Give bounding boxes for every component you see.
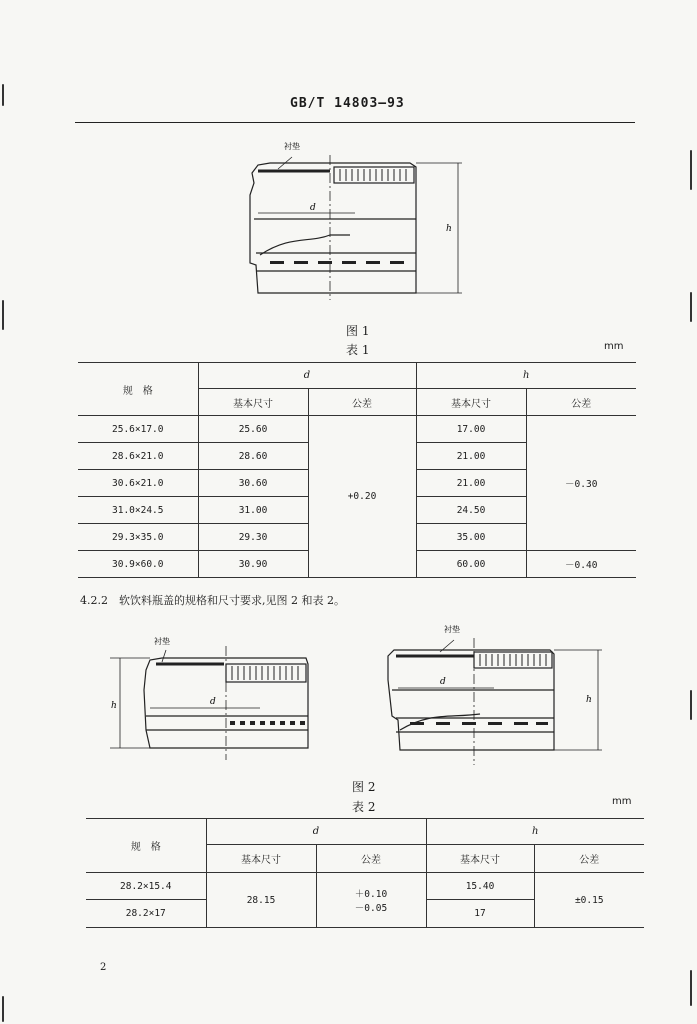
t2-d-tolerance bbox=[316, 873, 426, 928]
scan-mark bbox=[690, 970, 692, 1006]
scan-mark bbox=[2, 84, 4, 106]
fig2-h-label-right: h bbox=[586, 695, 592, 705]
t1-header-h-basic: 基本尺寸 bbox=[416, 389, 526, 416]
t2-header-h-tol: 公差 bbox=[534, 845, 644, 873]
figure-1-drawing bbox=[230, 135, 470, 305]
t1-h: 60.00 bbox=[416, 551, 526, 578]
scan-mark bbox=[690, 150, 692, 190]
t1-spec: 31.0×24.5 bbox=[78, 497, 198, 524]
t1-h: 24.50 bbox=[416, 497, 526, 524]
page-number: 2 bbox=[100, 962, 107, 973]
fig2-liner-label-left: 衬垫 bbox=[154, 637, 170, 646]
table-2-unit: mm bbox=[612, 796, 632, 807]
fig1-d-label: d bbox=[310, 203, 316, 213]
t2-d-tolerance-plus: ＋0.10 bbox=[354, 889, 388, 900]
section-paragraph: 4.2.2 软饮料瓶盖的规格和尺寸要求,见图 2 和表 2。 bbox=[80, 594, 345, 607]
table-1-unit: mm bbox=[604, 341, 624, 352]
t1-header-d-basic: 基本尺寸 bbox=[198, 389, 308, 416]
standard-code: GB/T 14803—93 bbox=[290, 96, 405, 111]
table-1 bbox=[78, 362, 636, 578]
t2-header-d-tol: 公差 bbox=[316, 845, 426, 873]
t1-h: 21.00 bbox=[416, 443, 526, 470]
t1-spec: 30.9×60.0 bbox=[78, 551, 198, 578]
scan-mark bbox=[690, 292, 692, 322]
t2-spec: 28.2×17 bbox=[86, 900, 206, 928]
t1-header-h-tol: 公差 bbox=[526, 389, 636, 416]
fig1-liner-label: 衬垫 bbox=[284, 142, 300, 151]
t1-d: 31.00 bbox=[198, 497, 308, 524]
t2-h: 17 bbox=[426, 900, 534, 928]
scan-mark bbox=[690, 690, 692, 720]
t1-d: 30.60 bbox=[198, 470, 308, 497]
fig2-d-label-left: d bbox=[210, 697, 216, 707]
t1-d: 30.90 bbox=[198, 551, 308, 578]
figure-1-caption: 图 1 bbox=[346, 324, 370, 338]
t2-header-h: h bbox=[426, 819, 644, 845]
t1-h: 17.00 bbox=[416, 416, 526, 443]
t1-header-d: d bbox=[198, 363, 416, 389]
t1-h-tolerance-1: －0.30 bbox=[526, 416, 636, 551]
t1-h: 21.00 bbox=[416, 470, 526, 497]
table-1-caption: 表 1 bbox=[346, 343, 370, 357]
t1-header-h: h bbox=[416, 363, 636, 389]
fig2-liner-label-right: 衬垫 bbox=[444, 625, 460, 634]
t2-h-tolerance: ±0.15 bbox=[534, 873, 644, 928]
figure-2-caption: 图 2 bbox=[352, 780, 376, 794]
fig2-h-label-left: h bbox=[111, 701, 117, 711]
t1-d: 29.30 bbox=[198, 524, 308, 551]
t1-spec: 29.3×35.0 bbox=[78, 524, 198, 551]
table-2-caption: 表 2 bbox=[352, 800, 376, 814]
scan-mark bbox=[2, 300, 4, 330]
figure-2-drawing bbox=[110, 620, 610, 770]
t2-h: 15.40 bbox=[426, 873, 534, 900]
t1-d: 25.60 bbox=[198, 416, 308, 443]
fig2-d-label-right: d bbox=[440, 677, 446, 687]
t1-header-spec: 规 格 bbox=[78, 363, 198, 416]
table-row bbox=[78, 416, 636, 443]
fig1-h-label: h bbox=[446, 224, 452, 234]
t1-h: 35.00 bbox=[416, 524, 526, 551]
t1-d-tolerance: +0.20 bbox=[308, 416, 416, 578]
scan-mark bbox=[2, 996, 4, 1022]
t1-spec: 25.6×17.0 bbox=[78, 416, 198, 443]
table-row bbox=[86, 873, 644, 900]
t1-d: 28.60 bbox=[198, 443, 308, 470]
t2-header-h-basic: 基本尺寸 bbox=[426, 845, 534, 873]
t2-header-spec: 规 格 bbox=[86, 819, 206, 873]
table-2 bbox=[86, 818, 644, 928]
t2-header-d: d bbox=[206, 819, 426, 845]
header-rule bbox=[75, 122, 635, 123]
t2-d-tolerance-minus: －0.05 bbox=[354, 903, 388, 914]
t1-spec: 30.6×21.0 bbox=[78, 470, 198, 497]
t2-d-basic: 28.15 bbox=[206, 873, 316, 928]
t2-spec: 28.2×15.4 bbox=[86, 873, 206, 900]
t1-spec: 28.6×21.0 bbox=[78, 443, 198, 470]
t1-header-d-tol: 公差 bbox=[308, 389, 416, 416]
t2-header-d-basic: 基本尺寸 bbox=[206, 845, 316, 873]
t1-h-tolerance-2: －0.40 bbox=[526, 551, 636, 578]
